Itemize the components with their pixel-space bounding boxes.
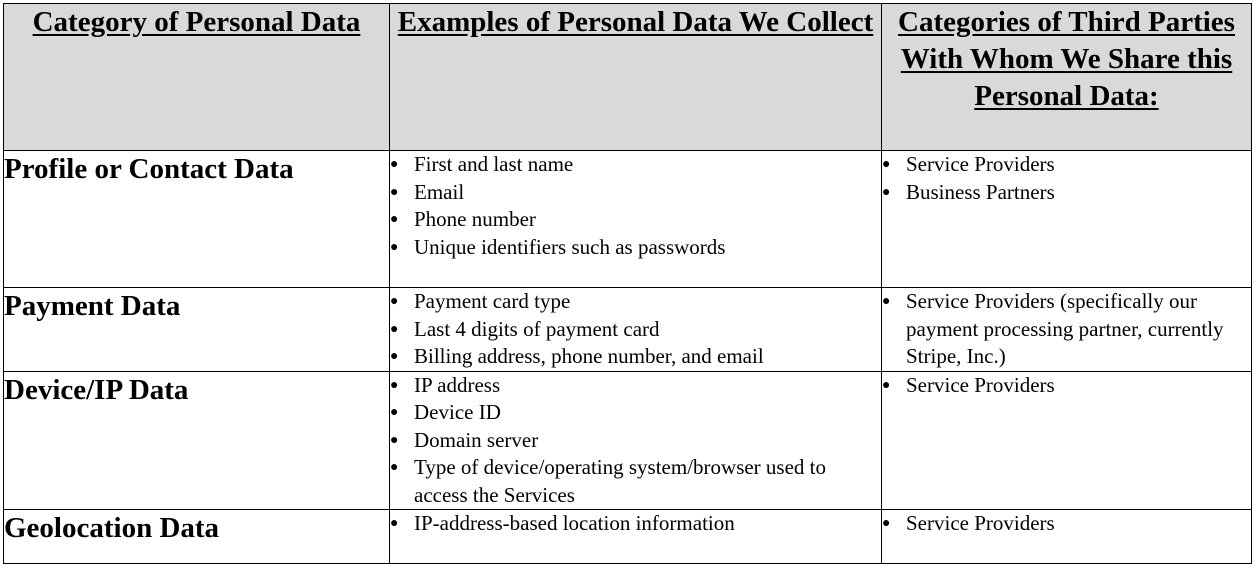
list-item: ● IP address xyxy=(390,372,881,400)
list-item: ● First and last name xyxy=(390,151,881,179)
category-cell: Payment Data xyxy=(4,288,390,372)
examples-cell xyxy=(390,151,882,288)
header-third-parties-text: Categories of Third Parties With Whom We Share this Personal Data: xyxy=(898,6,1235,112)
list-item: ● Type of device/operating system/browser used to access the Services xyxy=(390,454,881,509)
category-cell: Geolocation Data xyxy=(4,510,390,564)
header-category xyxy=(4,4,390,151)
third-parties-list xyxy=(882,288,1251,371)
list-item: ● Email xyxy=(390,179,881,207)
list-item: ● Payment card type xyxy=(390,288,881,316)
personal-data-table xyxy=(3,3,1252,564)
examples-list xyxy=(390,372,881,510)
list-item: ● Service Providers xyxy=(882,372,1251,400)
list-item: ● Business Partners xyxy=(882,179,1251,207)
third-parties-cell xyxy=(882,371,1252,510)
table-row xyxy=(4,371,1252,510)
list-item: ● Last 4 digits of payment card xyxy=(390,316,881,344)
third-parties-list xyxy=(882,510,1251,538)
examples-cell xyxy=(390,510,882,564)
third-parties-cell xyxy=(882,151,1252,288)
list-item: ● Service Providers xyxy=(882,510,1251,538)
table-row xyxy=(4,510,1252,564)
examples-cell xyxy=(390,288,882,372)
list-item: ● Domain server xyxy=(390,427,881,455)
category-cell: Profile or Contact Data xyxy=(4,151,390,288)
examples-list xyxy=(390,510,881,538)
list-item: ● Service Providers xyxy=(882,151,1251,179)
list-item: ● Unique identifiers such as passwords xyxy=(390,234,881,262)
list-item: ● IP-address-based location information xyxy=(390,510,881,538)
examples-list xyxy=(390,288,881,371)
third-parties-list xyxy=(882,151,1251,206)
third-parties-list xyxy=(882,372,1251,400)
header-examples-text: Examples of Personal Data We Collect xyxy=(397,6,874,38)
list-item: ● Device ID xyxy=(390,399,881,427)
header-examples xyxy=(390,4,882,151)
list-item: ● Service Providers (specifically our payment processing partner, currently Stripe, Inc.) xyxy=(882,288,1251,371)
category-cell: Device/IP Data xyxy=(4,371,390,510)
list-item: ● Phone number xyxy=(390,206,881,234)
table-row xyxy=(4,151,1252,288)
third-parties-cell xyxy=(882,510,1252,564)
examples-list xyxy=(390,151,881,261)
header-row xyxy=(4,4,1252,151)
third-parties-cell xyxy=(882,288,1252,372)
examples-cell xyxy=(390,371,882,510)
list-item: ● Billing address, phone number, and email xyxy=(390,343,881,371)
header-third-parties xyxy=(882,4,1252,151)
header-category-text: Category of Personal Data xyxy=(32,6,361,38)
table-row xyxy=(4,288,1252,372)
